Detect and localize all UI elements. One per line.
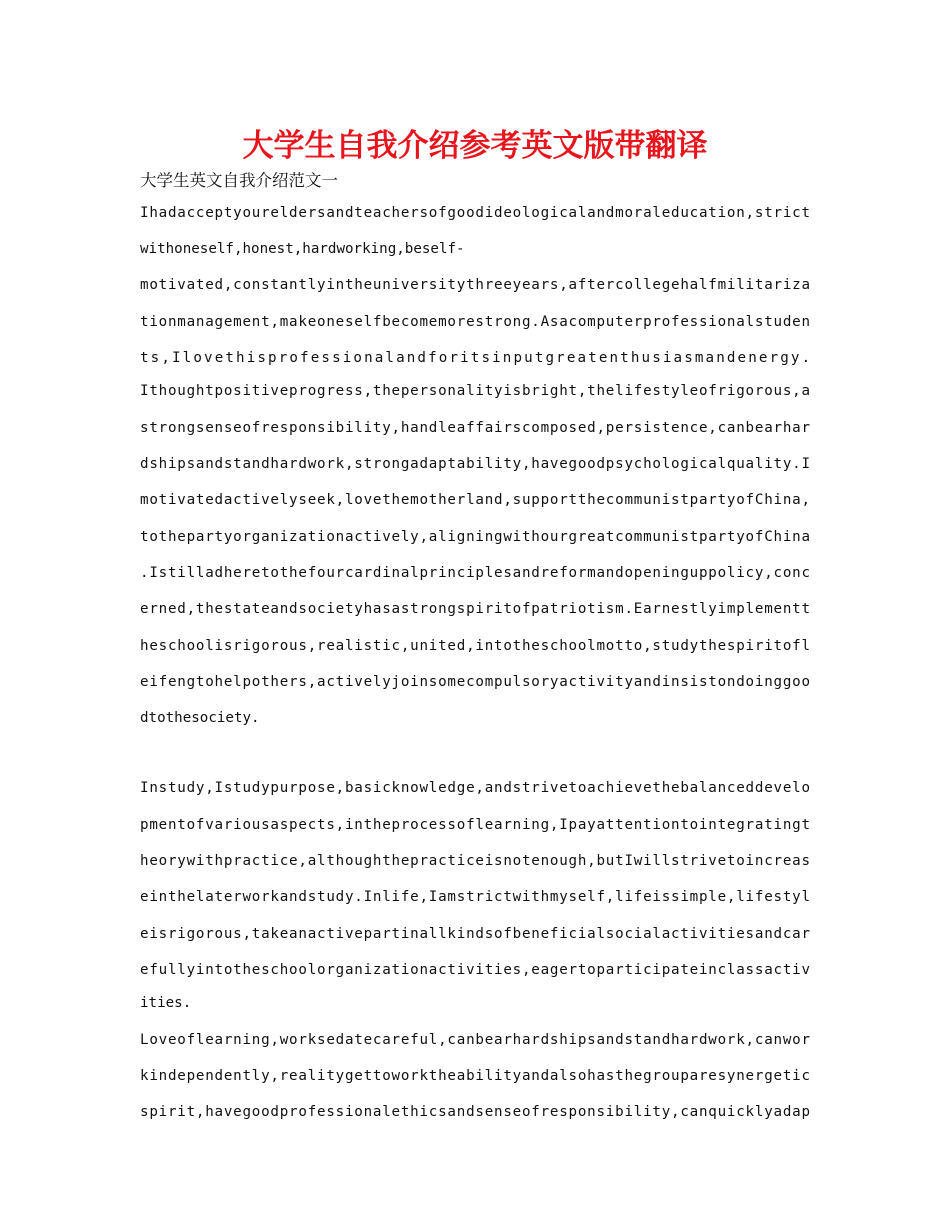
body-line: erned,thestateandsocietyhasastrongspiritofpatriotism.Earnestlyimplementt: [140, 601, 811, 617]
body-line: eifengtohelpothers,activelyjoinsomecompulsoryactivityandinsistondoinggoo: [140, 674, 811, 690]
body-line: dtothesociety.: [140, 710, 260, 726]
body-line: tothepartyorganizationactively,aligningwithourgreatcommunistpartyofChina: [140, 529, 811, 545]
body-line: efullyintotheschoolorganizationactivities,eagertoparticipateinclassactiv: [140, 962, 811, 978]
body-line: withoneself,honest,hardworking,beself-: [140, 241, 465, 257]
body-line: motivatedactivelyseek,lovethemotherland,supportthecommunistpartyofChina,: [140, 492, 811, 508]
body-line: ts,Ilovethisprofessionalandforitsinputgreatenthusiasmandenergy.: [140, 350, 813, 366]
body-line: Loveoflearning,worksedatecareful,canbearhardshipsandstandhardwork,canwor: [140, 1032, 811, 1048]
body-line: heschoolisrigorous,realistic,united,intotheschoolmotto,studythespiritofl: [140, 638, 811, 654]
body-line: Ithoughtpositiveprogress,thepersonalityisbright,thelifestyleofrigorous,a: [140, 383, 811, 399]
body-line: dshipsandstandhardwork,strongadaptability,havegoodpsychologicalquality.I: [140, 456, 811, 472]
body-line: ities.: [140, 995, 192, 1011]
body-line: spirit,havegoodprofessionalethicsandsenseofresponsibility,canquicklyadap: [140, 1104, 811, 1120]
body-line: tionmanagement,makeoneselfbecomemorestrong.Asacomputerprofessionalstuden: [140, 314, 811, 330]
body-line: kindependently,realitygettoworktheabilityandalsohasthegrouparesynergetic: [140, 1068, 811, 1084]
page-title: 大学生自我介绍参考英文版带翻译: [242, 128, 708, 164]
body-line: Instudy,Istudypurpose,basicknowledge,andstrivetoachievethebalanceddevelo: [140, 780, 811, 796]
body-line: pmentofvariousaspects,intheprocessoflearning,Ipayattentiontointegratingt: [140, 817, 811, 833]
body-line: eisrigorous,takeanactivepartinallkindsofbeneficialsocialactivitiesandcar: [140, 926, 811, 942]
body-line: strongsenseofresponsibility,handleaffairscomposed,persistence,canbearhar: [140, 420, 811, 436]
body-line: einthelaterworkandstudy.Inlife,Iamstrictwithmyself,lifeissimple,lifestyl: [140, 889, 811, 905]
body-line: heorywithpractice,althoughthepracticeisnotenough,butIwillstrivetoincreas: [140, 853, 811, 869]
body-line: Ihadacceptyoureldersandteachersofgoodideologicalandmoraleducation,strict: [140, 205, 811, 221]
body-line: .Istilladheretothefourcardinalprinciplesandreformandopeninguppolicy,conc: [140, 565, 811, 581]
section-heading: 大学生英文自我介绍范文一: [140, 171, 338, 190]
body-line: motivated,constantlyintheuniversitythreeyears,aftercollegehalfmilitariza: [140, 277, 811, 293]
